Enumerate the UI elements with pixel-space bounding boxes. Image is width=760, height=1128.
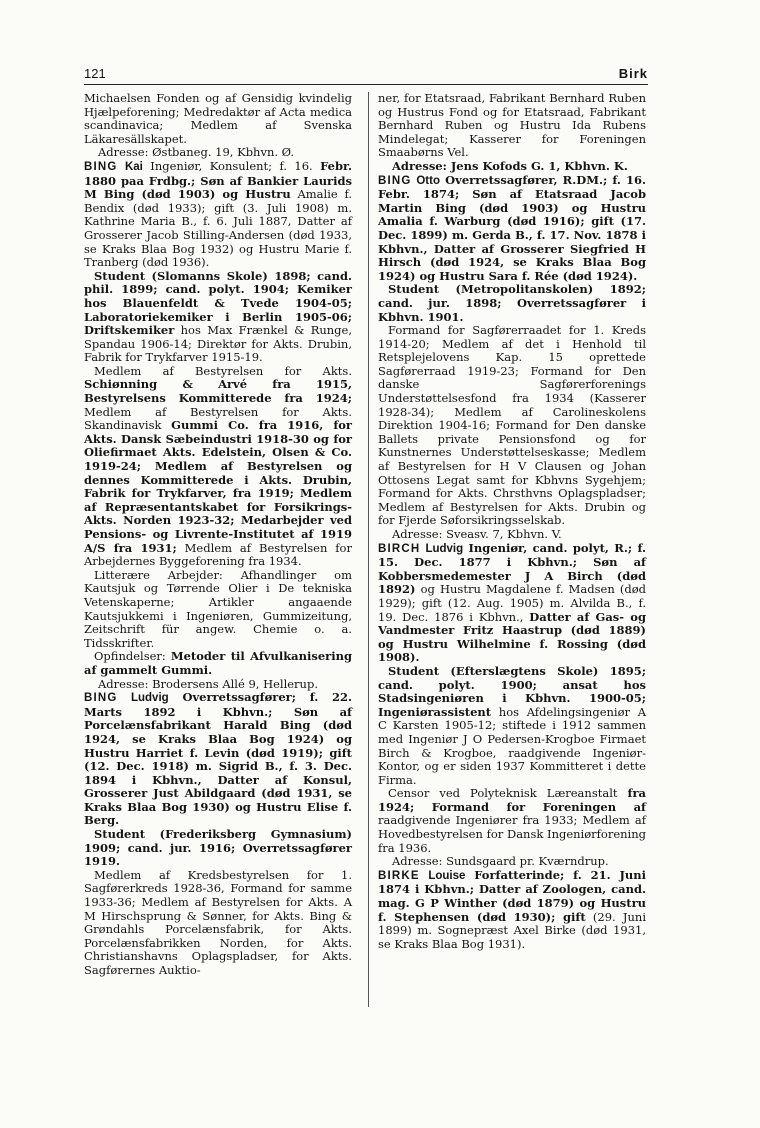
entry-education: Student (Frederiksberg Gymnasium) 1909; cand. jur. 1916; Overretssagfører 1919. (84, 827, 352, 869)
entry-surname: BIRKE (378, 869, 420, 882)
entry-bold-text: Gummi Co. fra 1916, for Akts. Dansk Sæbeindustri 1918-30 og for Oliefirmaet Akts. Edelstein, Olsen & Co. 1919-24; Medlem af Bestyrelsen og dennes Kommitterede i Akts. Drubin, Fabrik for Trykfarver, fra 1919; Medlem af Repræsentantskabet for Forsikrings-Akts. Norden 1923-32; Medarbejder ved Pensions- og Livrente-Institutet af 1919 A/S fra 1931; (84, 418, 352, 555)
entry-birke-louise (378, 869, 646, 952)
entry-text: raadgivende Ingeniører fra 1933; Medlem af Hovedbestyrelsen for Dansk Ingeniørforening fra 1936. (378, 813, 646, 855)
address-line: Adresse: Brodersens Allé 9, Hellerup. (98, 676, 318, 691)
entry-text: Censor ved Polyteknisk Læreanstalt (388, 786, 628, 801)
entry-education: Student (Efterslægtens Skole) 1895; cand. polyt. 1900; ansat hos Stadsingeniøren i Kbhvn. 1900-05; Ingeniørassistent (378, 663, 646, 719)
left-column (84, 92, 352, 978)
entry-bold-text: Ingeniør, cand. polyt, R.; f. 15. Dec. 1877 i Kbhvn.; Søn af Kobbersmedemester J A Birch (død 1892) (378, 540, 647, 597)
entry-given-name: Kai (124, 160, 143, 173)
entry-text: Medlem af Bestyrelsen for Akts. Skandinavisk (84, 404, 352, 433)
entry-given-name: Ludvig (130, 692, 169, 705)
entry-bing-ludvig (84, 691, 352, 977)
entry-text: Ingeniør, Konsulent; f. 16. (142, 158, 321, 173)
entry-text: og Hustru Magdalene f. Madsen (død 1929); gift (12. Aug. 1905) m. Alvilda B., f. 19. Dec. 1876 i Kbhvn., (378, 582, 646, 624)
entry-bold-text: Metoder til Afvulkanisering af gammelt Gummi. (84, 649, 352, 677)
address-line: Adresse: Sundsgaard pr. Kværndrup. (392, 854, 609, 869)
entry-works: Litterære Arbejder: Afhandlinger om Kautsjuk og Tørrende Olier i De tekniska Vetenskaperne; Artikler angaaende Kautsjukkemi i Ingeniøren, Gummizeitung, Zeitschrift für angew. Chemie o. a. Tidsskrifter. (84, 567, 352, 650)
entry-bold-text: fra 1924; Formand for Foreningen af (378, 786, 646, 814)
entry-bold-text: Febr. 1880 paa Frdbg.; Søn af Bankier Laurids M Bing (død 1903) og Hustru (84, 158, 353, 202)
entry-text: Medlem af Kredsbestyrelsen for 1. Sagførerkreds 1928-36, Formand for samme 1933-36; Medlem af Bestyrelsen for Akts. A M Hirschsprung & Sønner, for Akts. Bing & Grøndahls Porcelænsfabrik, for Akts. Porcelænsfabrikken Norden, for Akts. Christianshavns Oplagspladser, for Akts. Sagførernes Auktio- (84, 867, 352, 977)
entry-bold-text: Overretssagfører, R.DM.; f. 16. Febr. 1874; Søn af Etatsraad Jacob Martin Bing (død 1903) og Hustru Amalia f. Warburg (død 1916); gift (17. Dec. 1899) m. Gerda B., f. 17. Nov. 1878 i Kbhvn., Datter af Grosserer Siegfried H Hirsch (død 1924, se Kraks Blaa Bog 1924) og Hustru Sara f. Rée (død 1924). (378, 172, 647, 283)
right-column (378, 92, 646, 951)
entry-bing-otto (378, 174, 646, 542)
address-line: Adresse: Sveasv. 7, Kbhvn. V. (392, 527, 562, 541)
address-line: Adresse: Østbaneg. 19, Kbhvn. Ø. (98, 145, 295, 160)
entry-surname: BING (378, 174, 412, 187)
entry-given-name: Louise (428, 869, 466, 882)
entry-bing-kai (84, 160, 352, 691)
entry-text: Amalie f. Bendix (død 1933); gift (3. Juli 1908) m. Kathrine Maria B., f. 6. Juli 1887, Datter af Grosserer Jacob Stilling-Andersen (død 1933, se Kraks Blaa Bog 1932) og Hustru Marie f. Tranberg (død 1936). (84, 187, 352, 270)
entry-text: hos Max Frænkel & Runge, Spandau 1906-14; Direktør for Akts. Drubin, Fabrik for Trykfarver 1915-19. (84, 323, 352, 365)
entry-given-name: Otto (416, 174, 440, 187)
entry-surname: BING (84, 160, 118, 173)
entry-birch-ludvig (378, 542, 646, 869)
entry-text: Formand for Sagførerraadet for 1. Kreds 1914-20; Medlem af det i Henhold til Retsplejelovens Kap. 15 oprettede Sagførerraad 1919-23; Formand for Den danske Sagførerforenings Understøttelsesfond fra 1934 (Kasserer 1928-34); Medlem af Carolineskolens Direktion 1904-16; Formand for Den danske Ballets private Pensionsfond og for Kunstnernes Understøttelseskasse; Medlem af Bestyrelsen for H V Clausen og Johan Ottosens Legat samt for Kbhvns Sygehjem; Formand for Akts. Chrsthvns Oplagspladser; Medlem af Bestyrelsen for Akts. Drubin og for Fjerde Søforsikringsselskab. (378, 323, 646, 528)
column-divider (368, 92, 369, 1007)
entry-surname: BIRCH (378, 542, 421, 555)
entry-bold-text: Datter af Gas- og Vandmester Fritz Haastrup (død 1889) og Hustru Wilhelmine f. Rossing (død 1908). (378, 609, 646, 665)
entry-text: hos Afdelingsingeniør A C Karsten 1905-12; stiftede i 1912 sammen med Ingeniør J O Pedersen-Krogboe Firmaet Birch & Krogboe, raadgivende Ingeniør-Kontor, og er siden 1937 Kommitteret i dette Firma. (378, 704, 646, 787)
entry-education: Student (Metropolitanskolen) 1892; cand. jur. 1898; Overretssagfører i Kbhvn. 1901. (378, 282, 646, 324)
entry-bold-text: Schiønning & Arvé fra 1915, Bestyrelsens Kommitterede fra 1924; (84, 377, 352, 406)
entry-text: Medlem af Bestyrelsen for Arbejdernes Byggeforening fra 1934. (84, 540, 352, 569)
entry-text: Opfindelser: (94, 649, 171, 664)
entry-given-name: Ludvig (425, 542, 464, 555)
address-line: Adresse: Jens Kofods G. 1, Kbhvn. K. (392, 158, 628, 173)
entry-continuation: ner, for Etatsraad, Fabrikant Bernhard Ruben og Hustrus Fond og for Etatsraad, Fabrikant Bernhard Ruben og Hustru Ida Rubens Mindelegat; Kasserer for Foreningen Smaabørns Vel. (378, 91, 646, 160)
page-header (84, 66, 648, 84)
entry-text: Medlem af Bestyrelsen for Akts. (94, 363, 352, 378)
header-rule (84, 84, 648, 85)
entry-text: (29. Juni 1899) m. Sognepræst Axel Birke (død 1931, se Kraks Blaa Bog 1931). (378, 909, 647, 951)
entry-bold-text: Forfatterinde; f. 21. Juni 1874 i Kbhvn.; Datter af Zoologen, cand. mag. G P Winther (død 1879) og Hustru f. Stephensen (død 1930); gift (378, 867, 647, 924)
entry-education: Student (Slomanns Skole) 1898; cand. phil. 1899; cand. polyt. 1904; Kemiker hos Blauenfeldt & Tvede 1904-05; Laboratoriekemiker i Berlin 1905-06; Driftskemiker (84, 268, 352, 338)
page-number: 121 (84, 66, 106, 81)
entry-surname: BING (84, 692, 118, 705)
entry-continuation: Michaelsen Fonden og af Gensidig kvindelig Hjælpeforening; Medredaktør af Acta medica scandinavica; Medlem af Svenska Läkaresällskapet. (84, 91, 352, 146)
entry-bold-text: Overretssagfører; f. 22. Marts 1892 i Kbhvn.; Søn af Porcelænsfabrikant Harald Bing (død 1924, se Kraks Blaa Bog 1924) og Hustru Harriet f. Levin (død 1919); gift (12. Dec. 1918) m. Sigrid B., f. 3. Dec. 1894 i Kbhvn., Datter af Konsul, Grosserer Just Abildgaard (død 1931, se Kraks Blaa Bog 1930) og Hustru Elise f. Berg. (84, 690, 353, 828)
running-head: Birk (618, 66, 648, 81)
